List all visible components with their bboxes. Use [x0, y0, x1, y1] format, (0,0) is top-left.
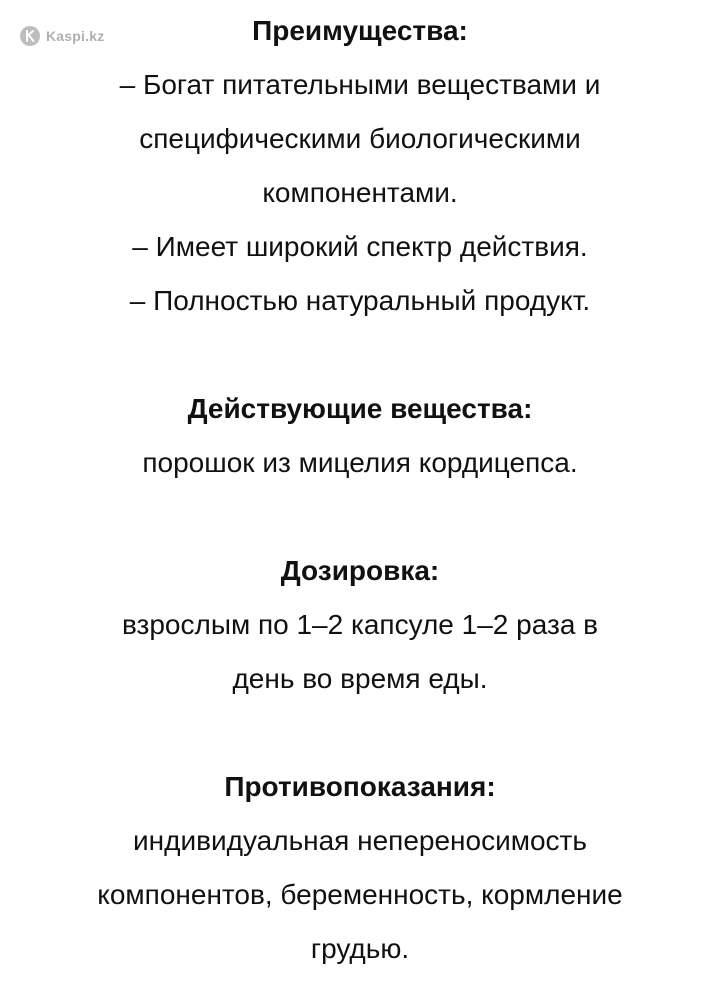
text-line: – Полностью натуральный продукт.: [129, 285, 591, 316]
section-heading: Дозировка:: [280, 555, 440, 586]
active-substances-section: [0, 382, 720, 490]
section-spacer: [0, 706, 720, 760]
section-heading: Действующие вещества:: [187, 393, 533, 424]
text-line: компонентов, беременность, кормление: [97, 879, 623, 910]
text-line: – Богат питательными веществами и: [119, 69, 601, 100]
contraindications-section: [0, 760, 720, 976]
kaspi-brand-text: Kaspi.kz: [46, 28, 105, 44]
dosage-section: [0, 544, 720, 706]
text-line: взрослым по 1–2 капсуле 1–2 раза в: [121, 609, 599, 640]
text-line: грудью.: [310, 933, 410, 964]
text-line: порошок из мицелия кордицепса.: [142, 447, 578, 478]
text-line: индивидуальная непереносимость: [133, 825, 587, 856]
text-line: день во время еды.: [232, 663, 488, 694]
section-spacer: [0, 490, 720, 544]
product-description: [0, 4, 720, 976]
section-heading: Преимущества:: [252, 15, 468, 46]
text-line: компонентами.: [262, 177, 458, 208]
advantages-section: [0, 4, 720, 328]
text-line: – Имеет широкий спектр действия.: [132, 231, 588, 262]
text-line: специфическими биологическими: [139, 123, 581, 154]
section-spacer: [0, 328, 720, 382]
section-heading: Противопоказания:: [224, 771, 496, 802]
